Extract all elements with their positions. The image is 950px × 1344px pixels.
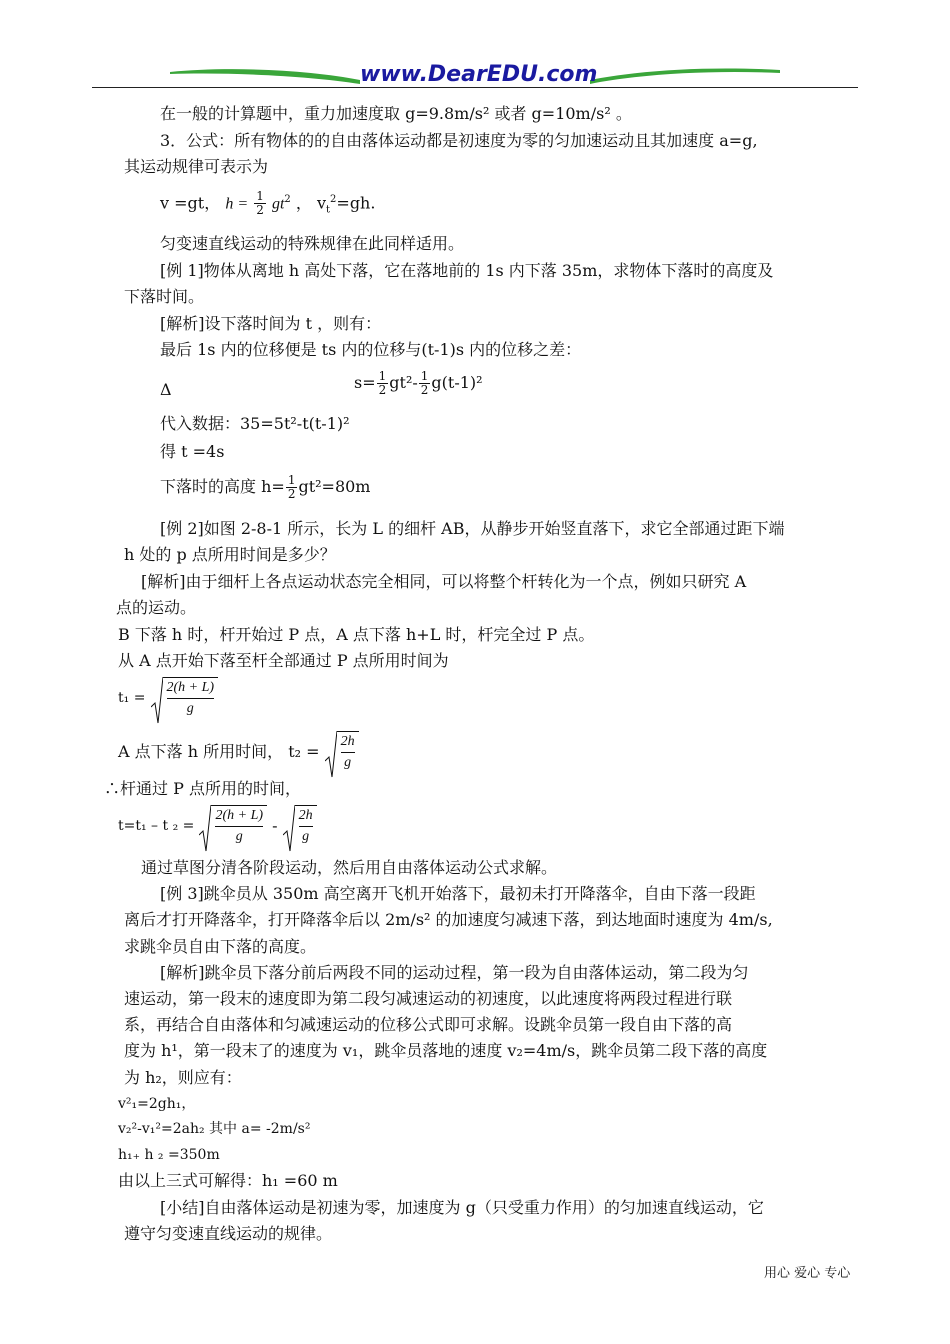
line-example3-3: 求跳伞员自由下落的高度。	[124, 937, 317, 956]
line-analysis2: [解析]由于细杆上各点运动状态完全相同，可以将整个杆转化为一个点，例如只研究 A	[141, 572, 747, 591]
line-example3-2: 离后才打开降落伞，打开降落伞后以 2m/s² 的加速度匀减速下落，到达地面时速度为 4m/s,	[124, 910, 773, 929]
line-analysis1-2: 最后 1s 内的位移便是 ts 内的位移与(t-1)s 内的位移之差：	[160, 340, 582, 359]
line-sketch-tip: 通过草图分清各阶段运动，然后用自由落体运动公式求解。	[141, 858, 558, 877]
fraction-half: $\frac{1}{2}$	[256, 189, 264, 218]
line-analysis2-2: B 下落 h 时，杆开始过 P 点，A 点下落 h+L 时，杆完全过 P 点。	[118, 625, 595, 644]
delta-symbol: Δ	[160, 380, 172, 399]
line-formula-intro-cont: 其运动规律可表示为	[124, 157, 269, 176]
line-rule-applies: 匀变速直线运动的特殊规律在此同样适用。	[160, 234, 465, 253]
line-therefore: ∴杆通过 P 点所用的时间，	[104, 779, 301, 798]
line-formula-intro: 3．公式：所有物体的的自由落体运动都是初速度为零的匀加速运动且其加速度 a=g,	[160, 131, 758, 150]
line-analysis3-5: 为 h₂，则应有：	[124, 1068, 242, 1087]
line-substitute: 代入数据：35=5t²-t(t-1)²	[160, 414, 350, 433]
header-divider	[92, 87, 858, 88]
line-analysis3-4: 度为 h¹，第一段末了的速度为 v₁，跳伞员落地的速度 v₂=4m/s，跳伞员第二段下落的高度	[124, 1041, 768, 1060]
line-analysis3: [解析]跳伞员下落分前后两段不同的运动过程，第一段为自由落体运动，第二段为匀	[160, 963, 749, 982]
line-example1: [例 1]物体从离地 h 高处下落，它在落地前的 1s 内下落 35m，求物体下落时的高度及	[160, 261, 774, 280]
formula-t-total: t=t₁ – t ₂ = $\frac{2(h + L)}{g}$ - $\frac{2h}{g}$	[118, 805, 317, 847]
line-height-result: 下落时的高度 h= $\frac{1}{2}$ gt²=80m	[160, 473, 371, 501]
formula-t1: t₁ = $\frac{2(h + L)}{g}$	[118, 677, 218, 719]
line-result-t: 得 t =4s	[160, 442, 225, 461]
header-logo-text: www.DearEDU.com	[360, 62, 598, 87]
equation-2: v₂²-v₁²=2ah₂ 其中 a= -2m/s²	[118, 1121, 311, 1137]
formula-line-1: v =gt， h = $\frac{1}{2}$ $gt^2$ ， $v_t^2=gh$.	[160, 189, 376, 218]
equation-3: h₁₊ h ₂ =350m	[118, 1147, 220, 1163]
line-analysis3-2: 速运动，第一段末的速度即为第二段匀减速运动的初速度，以此速度将两段过程进行联	[124, 989, 733, 1008]
line-example2: [例 2]如图 2-8-1 所示，长为 L 的细杆 AB，从静步开始竖直落下，求它全部通过距下端	[160, 519, 785, 538]
line-analysis3-3: 系，再结合自由落体和匀减速运动的位移公式即可求解。设跳伞员第一段自由下落的高	[124, 1015, 733, 1034]
line-analysis2-3: 从 A 点开始下落至杆全部通过 P 点所用时间为	[118, 651, 449, 670]
footer-slogan: 用心 爱心 专心	[764, 1266, 851, 1281]
line-solution: 由以上三式可解得：h₁ =60 m	[118, 1171, 338, 1190]
formula-vt: ， v	[295, 193, 326, 213]
formula-v: v =gt，	[160, 193, 221, 213]
formula-h: h =	[225, 195, 249, 213]
line-analysis1: [解析]设下落时间为 t ，则有：	[160, 314, 382, 333]
line-example2-cont: h 处的 p 点所用时间是多少？	[124, 545, 336, 564]
line-example1-cont: 下落时间。	[124, 287, 205, 306]
formula-displacement: s= $\frac{1}{2}$ gt²- $\frac{1}{2}$ g(t-1)²	[354, 369, 483, 397]
line-analysis2-cont: 点的运动。	[116, 598, 197, 617]
equation-1: v²₁=2gh₁，	[118, 1096, 196, 1112]
line-example3: [例 3]跳伞员从 350m 高空离开飞机开始落下，最初未打开降落伞，自由下落一段距	[160, 884, 756, 903]
line-summary-cont: 遵守匀变速直线运动的规律。	[124, 1224, 333, 1243]
formula-gt: gt	[271, 195, 285, 213]
line-summary: [小结]自由落体运动是初速为零，加速度为 g（只受重力作用）的匀加速直线运动，它	[160, 1198, 764, 1217]
formula-t2: A 点下落 h 所用时间， t₂ = $\frac{2h}{g}$	[118, 731, 359, 773]
line-gravity-values: 在一般的计算题中，重力加速度取 g=9.8m/s² 或者 g=10m/s² 。	[160, 104, 632, 123]
